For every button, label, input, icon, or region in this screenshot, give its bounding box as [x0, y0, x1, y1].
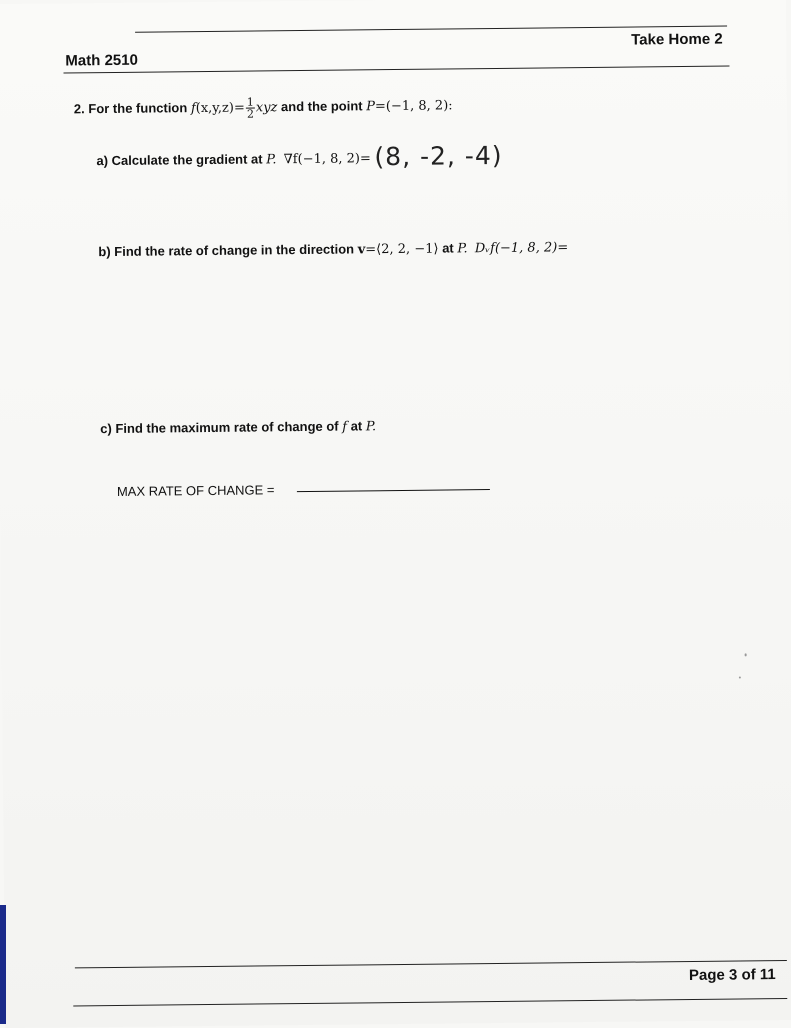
function-equals: = [233, 100, 245, 116]
max-rate-label: MAX RATE OF CHANGE = [116, 482, 275, 499]
handwritten-gradient-answer: (8, -2, -4) [374, 140, 503, 172]
direction-vector-value: =⟨2, 2, −1⟩ [365, 241, 439, 258]
function-args: (x,y,z) [195, 100, 235, 117]
gradient-expression: ∇f(−1, 8, 2)= [283, 151, 371, 168]
function-body: xyz [255, 100, 278, 116]
paper-speck [745, 653, 747, 656]
part-c [100, 418, 376, 437]
function-name: f [190, 101, 196, 117]
header-bottom-rule [64, 66, 730, 74]
point-value: =(−1, 8, 2): [374, 98, 453, 115]
direction-vector-name: v [357, 242, 366, 258]
part-b [98, 239, 568, 260]
part-c-at: at [350, 418, 363, 434]
part-a-point: P. [266, 152, 277, 168]
part-b-label: b) Find the rate of change in the direction [98, 241, 355, 260]
part-c-label: c) Find the maximum rate of change of [100, 418, 339, 437]
directional-derivative-expression: Dᵥf(−1, 8, 2)= [474, 240, 569, 257]
binding-edge [0, 905, 6, 1024]
fraction-numerator: 1 [246, 95, 254, 109]
paper-speck [739, 676, 741, 678]
part-b-point: P. [457, 241, 468, 257]
part-c-point: P. [365, 419, 377, 435]
assignment-title: Take Home 2 [631, 30, 723, 49]
course-title: Math 2510 [65, 51, 139, 70]
problem-lead: 2. For the function [73, 100, 188, 117]
footer-top-rule [75, 960, 787, 968]
footer-bottom-rule [73, 998, 787, 1006]
part-b-at: at [442, 240, 454, 256]
max-rate-answer-line [297, 489, 490, 492]
half-fraction [246, 96, 255, 119]
problem-statement [74, 94, 453, 121]
page-number: Page 3 of 11 [688, 966, 776, 984]
problem-mid: and the point [280, 98, 363, 115]
part-c-function: f [342, 419, 348, 435]
part-a [96, 141, 502, 174]
fraction-denominator: 2 [246, 107, 254, 121]
point-name: P [366, 99, 376, 115]
part-a-label: a) Calculate the gradient at [96, 151, 263, 169]
